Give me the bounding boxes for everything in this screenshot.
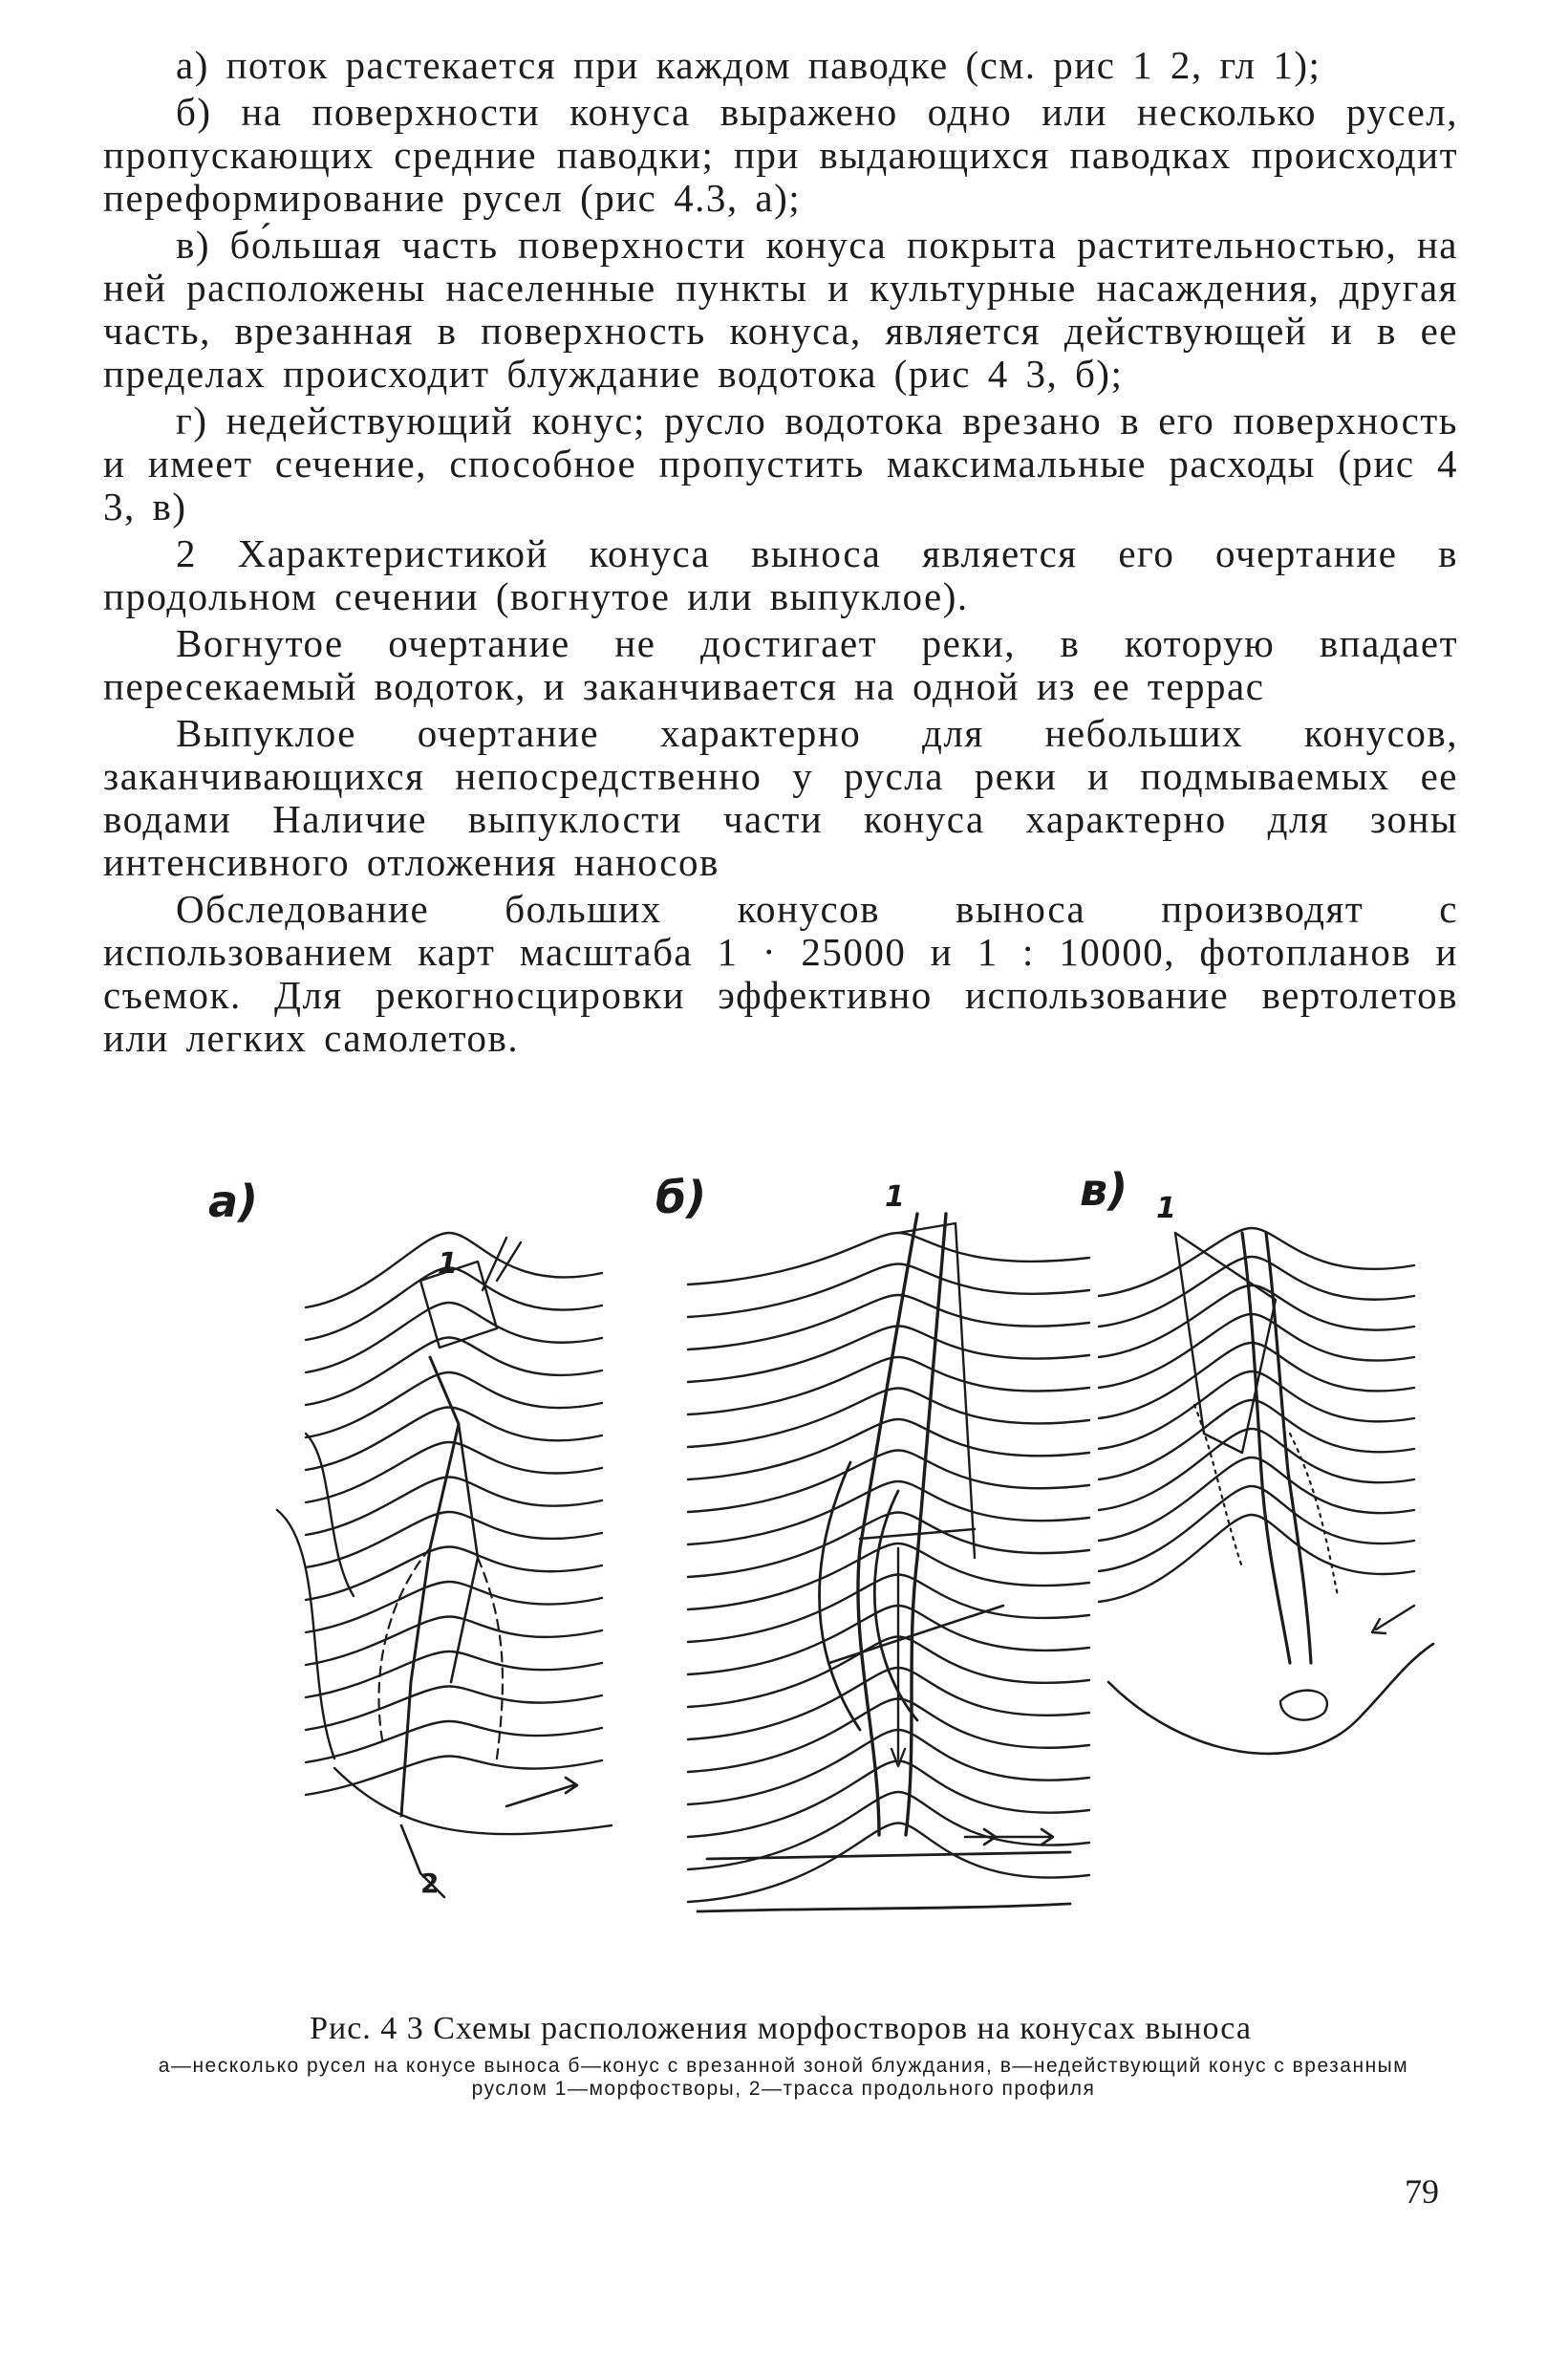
paragraph-a: а) поток растекается при каждом паводке (см. рис 1 2, гл 1); bbox=[176, 43, 1321, 87]
paragraph-2: 2 Характеристикой конуса выноса является его очертание в продольном сечении (вогнутое или выпуклое). bbox=[103, 531, 1458, 618]
flow-arrow bbox=[506, 1778, 577, 1806]
contour-line bbox=[688, 1419, 1089, 1479]
paragraph-concave: Вогнутое очертание не достигает реки, в которую впадает пересекаемый водоток, и заканчивается на одной из ее террас bbox=[103, 621, 1458, 708]
alluvial-fan-diagrams bbox=[191, 1147, 1471, 1931]
panel-b-diagram bbox=[688, 1214, 1089, 1911]
panel-label-c: в) bbox=[1080, 1164, 1128, 1216]
contour-line bbox=[277, 1510, 334, 1759]
contour-line bbox=[306, 1687, 602, 1731]
channel-dashed bbox=[379, 1548, 430, 1739]
panel-a-diagram bbox=[277, 1233, 612, 1897]
panel-label-a: а) bbox=[208, 1176, 259, 1227]
contour-line bbox=[688, 1606, 1089, 1674]
figure-caption-text: а—несколько русел на конусе выноса б—конус с врезанной зоной блуждания, в—недействующий конус с врезанным руслом 1—морфостворы, 2—трасса продольного профиля bbox=[158, 2055, 1409, 2100]
contour-line bbox=[688, 1451, 1089, 1513]
paragraph-d: г) недействующий конус; русло водотока врезано в его поверхность и имеет сечение, способное пропустить максимальные расходы (рис 4 3, в) bbox=[103, 399, 1458, 529]
contour-line bbox=[1099, 1285, 1414, 1357]
figure-markers bbox=[420, 1180, 1176, 1899]
profile-line-label: 2 bbox=[420, 1867, 440, 1899]
contour-line bbox=[1099, 1257, 1414, 1327]
panel-c-diagram bbox=[1099, 1228, 1433, 1754]
contour-line bbox=[688, 1389, 1089, 1448]
sand-bar bbox=[1280, 1691, 1327, 1720]
figure-caption-title: Рис. 4 3 Схемы расположения морфостворов на конусах выноса bbox=[310, 2011, 1252, 2046]
paragraph-survey: Обследование больших конусов выноса производят с использованием карт масштаба 1 · 25000 и 1 : 10000, фотопланов и съемок. Для рекогносцировки эффективно использование вертолетов или легких самолетов. bbox=[103, 887, 1458, 1060]
contour-line bbox=[688, 1264, 1089, 1318]
incised-channel bbox=[1242, 1233, 1290, 1663]
contour-line bbox=[1099, 1457, 1414, 1541]
morph-line-label-a: 1 bbox=[438, 1247, 458, 1281]
river-bank bbox=[707, 1852, 1070, 1859]
contour-line bbox=[1099, 1486, 1414, 1571]
contour-line bbox=[306, 1372, 602, 1437]
contour-line bbox=[306, 1478, 602, 1536]
contour-line bbox=[688, 1699, 1089, 1773]
contour-line bbox=[306, 1442, 602, 1502]
contour-line bbox=[688, 1824, 1089, 1903]
contour-line bbox=[1099, 1515, 1414, 1602]
contour-line bbox=[688, 1233, 1089, 1284]
morph-line bbox=[1175, 1233, 1276, 1453]
page-number: 79 bbox=[1405, 2172, 1439, 2211]
source-arrow bbox=[483, 1238, 521, 1290]
body-text bbox=[103, 44, 1458, 1064]
morph-line-label-c: 1 bbox=[1156, 1192, 1176, 1225]
contour-line bbox=[306, 1617, 602, 1666]
flow-arrow bbox=[891, 1548, 905, 1766]
paragraph-b: б) на поверхности конуса выражено одно или несколько русел, пропускающих средние паводки; при выдающихся паводках происходит переформирование русел (рис 4.3, а); bbox=[103, 90, 1458, 220]
flow-arrow bbox=[1372, 1606, 1414, 1633]
contour-line bbox=[306, 1512, 602, 1567]
morph-line-label-b: 1 bbox=[885, 1180, 905, 1214]
figure-4-3 bbox=[191, 1147, 1471, 1931]
river-bank bbox=[698, 1904, 1070, 1911]
contour-line bbox=[688, 1668, 1089, 1739]
paragraph-c: в) бо́льшая часть поверхности конуса покрыта растительностью, на ней расположены населенные пункты и культурные насаждения, другая часть, врезанная в поверхность конуса, является действующей и в ее пределах происходит блуждание водотока (рис 4 3, б); bbox=[103, 223, 1458, 396]
contour-line bbox=[1099, 1429, 1414, 1510]
contour-line bbox=[306, 1338, 602, 1406]
river-bank bbox=[1108, 1644, 1433, 1754]
panel-label-b: б) bbox=[655, 1172, 707, 1223]
contour-line bbox=[688, 1295, 1089, 1349]
paragraph-convex: Выпуклое очертание характерно для небольших конусов, заканчивающихся непосредственно у русла реки и подмываемых ее водами Наличие выпуклости части конуса характерно для зоны интенсивного отложения наносов bbox=[103, 711, 1458, 884]
